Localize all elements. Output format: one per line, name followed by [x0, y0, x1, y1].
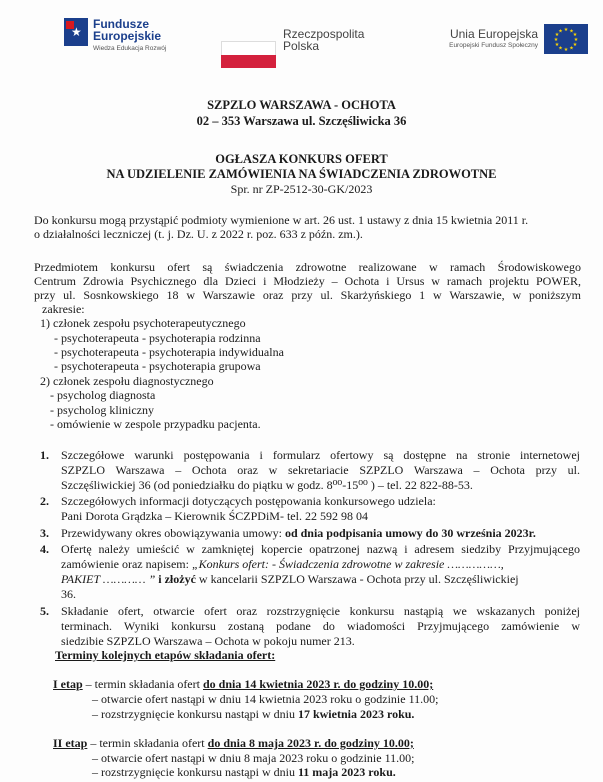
svg-text:★: ★ — [573, 37, 579, 43]
stage1-label: I etap — [53, 677, 83, 691]
item-number: 4. — [40, 542, 49, 556]
svg-text:★: ★ — [572, 42, 578, 48]
intro-p2-line1: Przedmiotem konkursu ofert są świadczenia zdrowotne realizowane w ramach Środowiskowego — [34, 260, 581, 274]
svg-text:★: ★ — [563, 47, 569, 53]
svg-text:★: ★ — [554, 32, 560, 38]
intro-p1-line1: Do konkursu mogą przystąpić podmioty wymienione w art. 26 ust. 1 ustawy z dnia 15 kwietnia 2011 r. — [34, 213, 529, 227]
schedule-heading: Terminy kolejnych etapów składania ofert: — [55, 648, 276, 662]
fe-star-icon: ★ — [64, 18, 88, 46]
stage2-opening: – otwarcie ofert nastąpi w dniu 8 maja 2023 roku o godzinie 11.00; — [92, 751, 415, 765]
ue-line2: Europejski Fundusz Społeczny — [449, 42, 538, 49]
item1-line1: Szczegółowe warunki postępowania i formularz ofertowy są dostępne na stronie internetowej — [61, 448, 580, 462]
item4-line2-b: „Konkurs ofert: - Świadczenia zdrowotne w zakresie ……………, — [191, 557, 504, 571]
stage2-label: II etap — [53, 736, 88, 750]
item1-line3: Szczęśliwickiej 36 (od poniedziałku do piątku w godz. 8⁰⁰-15⁰⁰ ) – tel. 22 822-88-53. — [61, 478, 473, 492]
svg-text:★: ★ — [558, 28, 563, 35]
intro-p2-line3: przy ul. Sosnkowskiego 18 w Warszawie oraz przy ul. Skarżyńskiego 1 w Warszawie, w poniższym — [34, 288, 581, 302]
org-address: 02 – 353 Warszawa ul. Szczęśliwicka 36 — [196, 114, 407, 128]
item-number: 1. — [40, 448, 49, 462]
intro-p2-line4: zakresie: — [42, 302, 85, 316]
item-number: 5. — [40, 604, 49, 618]
svg-text:★: ★ — [553, 37, 559, 43]
fundusze-europejskie-logo — [64, 18, 166, 53]
fe-line2: Europejskie — [93, 29, 162, 43]
stage1-resolution-label: – rozstrzygnięcie konkursu nastąpi w dniu — [92, 707, 298, 721]
item3-period: od dnia podpisania umowy do 30 września 2023r. — [284, 526, 536, 540]
item3-label: Przewidywany okres obowiązywania umowy: — [61, 526, 285, 540]
polish-flag-icon — [221, 41, 276, 67]
svg-text:★: ★ — [558, 45, 563, 52]
reference-number: Spr. nr ZP-2512-30-GK/2023 — [230, 182, 373, 196]
rp-line1: Rzeczpospolita — [283, 27, 365, 41]
eu-flag-icon — [544, 24, 588, 54]
item4-line3 — [61, 572, 519, 586]
scope-item: - psychoterapeuta - psychoterapia grupowa — [54, 359, 261, 373]
item2-line1: Szczegółowych informacji dotyczących postępowania konkursowego udziela: — [61, 494, 436, 508]
scope-item: - omówienie w zespole przypadku pacjenta. — [50, 417, 261, 431]
stage1-resolution — [92, 707, 414, 721]
logo-bar — [0, 14, 603, 74]
item1-line2: SZPZLO Warszawa – Ochota oraz w sekretariacie SZPZLO Warszawa – Ochota przy ul. — [61, 463, 580, 477]
org-name: SZPZLO WARSZAWA - OCHOTA — [207, 98, 396, 112]
svg-text:★: ★ — [569, 45, 574, 52]
item4-line2-a: zamówienie oraz napisem: — [61, 557, 192, 571]
svg-text:★: ★ — [554, 42, 560, 48]
svg-text:★: ★ — [569, 28, 574, 35]
item2-line2: Pani Dorota Grądzka – Kierownik ŚCZPDiM- tel. 22 592 98 04 — [61, 509, 368, 523]
intro-p2-line2: Centrum Zdrowia Psychicznego dla Dzieci i Młodzieży – Ochota i Ursus w ramach projektu POWER, — [34, 274, 581, 288]
item5-line3: siedzibie SZPZLO Warszawa – Ochota w pokoju numer 213. — [61, 634, 355, 648]
scope-item: - psychoterapeuta - psychoterapia indywidualna — [54, 345, 284, 359]
item4-line3-a: PAKIET ………… ” — [61, 572, 156, 586]
item3-text — [61, 526, 536, 540]
item4-line3-b: i złożyć — [155, 572, 196, 586]
fe-line1: Fundusze — [93, 17, 149, 31]
stage2-deadline-label: – termin składania ofert — [87, 736, 208, 750]
stage2-resolution-label: – rozstrzygnięcie konkursu nastąpi w dniu — [92, 765, 298, 779]
stage1-deadline: do dnia 14 kwietnia 2023 r. do godziny 10.00; — [202, 677, 434, 691]
item4-line2 — [61, 557, 504, 571]
svg-text:★: ★ — [563, 27, 569, 33]
stage1-line1 — [53, 677, 433, 691]
item4-line3-c: w kancelarii SZPZLO Warszawa - Ochota przy ul. Szczęśliwickiej — [195, 572, 519, 586]
scope-item: - psycholog kliniczny — [50, 403, 154, 417]
page-subtitle: NA UDZIELENIE ZAMÓWIENIA NA ŚWIADCZENIA ZDROWOTNE — [106, 167, 497, 181]
stage1-deadline-label: – termin składania ofert — [82, 677, 203, 691]
item4-line1: Ofertę należy umieścić w zamkniętej kopercie opatrzonej nazwą i adresem siedziby Przyjmującego — [61, 542, 580, 556]
scope-item: - psycholog diagnosta — [50, 388, 156, 402]
stage2-resolution — [92, 765, 396, 779]
scope-item: 1) członek zespołu psychoterapeutycznego — [40, 316, 246, 330]
item-number: 2. — [40, 494, 49, 508]
page-title: OGŁASZA KONKURS OFERT — [215, 152, 388, 166]
item-number: 3. — [40, 526, 49, 540]
item4-line4: 36. — [61, 587, 76, 601]
stage2-resolution-date: 11 maja 2023 roku. — [297, 765, 396, 779]
stage1-resolution-date: 17 kwietnia 2023 roku. — [297, 707, 415, 721]
scope-item: - psychoterapeuta - psychoterapia rodzinna — [54, 331, 261, 345]
stage1-opening: – otwarcie ofert nastąpi w dniu 14 kwietnia 2023 roku o godzinie 11.00; — [92, 692, 439, 706]
intro-p1-line2: o działalności leczniczej (t. j. Dz. U. z 2022 r. poz. 633 z późn. zm.). — [34, 227, 363, 241]
scope-item: 2) członek zespołu diagnostycznego — [40, 374, 214, 388]
svg-text:★: ★ — [572, 32, 578, 38]
item5-line1: Składanie ofert, otwarcie ofert oraz rozstrzygnięcie konkursu nastąpią we wskazanych poniżej — [61, 604, 580, 618]
ue-line1: Unia Europejska — [449, 27, 538, 41]
fe-line3: Wiedza Edukacja Rozwój — [93, 45, 167, 52]
item5-line2: terminach. Wyniki konkursu zostaną podane do wiadomości Przyjmującego zamówienie w — [61, 619, 580, 633]
stage2-deadline: do dnia 8 maja 2023 r. do godziny 10.00; — [207, 736, 414, 750]
stage2-line1 — [53, 736, 414, 750]
rp-line2: Polska — [283, 39, 320, 53]
